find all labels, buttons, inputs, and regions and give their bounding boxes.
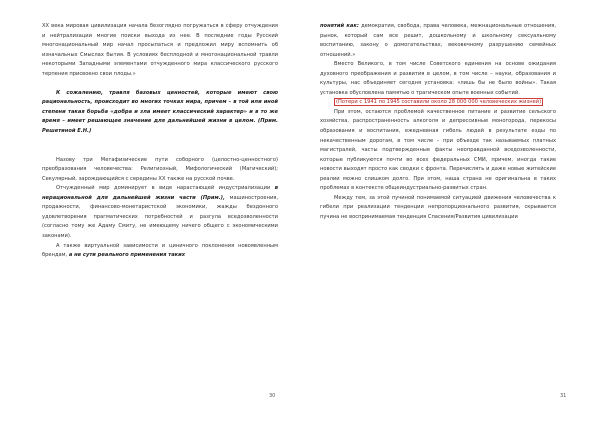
page-number-right: 31 [560, 393, 567, 399]
left-paragraph-5-start: А также виртуальной зависимости и циничного поклонения новоявленным брендам, [42, 242, 278, 259]
highlighted-losses-note: (Потери с 1941 по 1945 составили около 28 000 000 человеческих жизней) [336, 99, 542, 106]
right-paragraph-3: При этом, остаются проблемой качественное питание и развитие сельского хозяйства, распространенность алкоголя и депрессивные моногорода, перекосы образования и воспитания, ежедневная гибель людей в результате езды по некачественным дорогам, в том числе – при объезде так называемых платных магистралей, часты подтвержденные факты неоправданной вседозволенности, которые публикуются почти во всех федеральных СМИ, причем, иногда такие новости выходят просто как сводки с фронта. Перечислять и даже новые житейские реалии можно слишком долго. При этом, наша страна не оригинальна в таких проблемах в контексте общеиндустриально-развитых стран. [320, 108, 556, 192]
left-paragraph-4-bold: в нерациональной для дальнейшей жизни части (Прим.), [42, 185, 278, 201]
right-paragraph-1 [320, 22, 556, 60]
right-paragraph-2: Вместо Великого, в том числе Советского единения на основе ожидания духовного преображения и развития в целом, в том числе – науки, образования и культуры, нас объединяет сегодня установка: «лишь бы не было войны». Такая установка обусловлена памятью о трагическом опыте военных событий. [320, 61, 556, 96]
page-number-left: 30 [269, 393, 276, 399]
left-paragraph-4 [42, 184, 278, 241]
right-paragraph-1-rest: демократия, свобода, права человека, межнациональные отношения, рынок, который сам все решит, дошкольному и школьному сексуальному воспитанию, закону о домогательствах, вековечному разрушению семейных отношений.» [320, 23, 556, 58]
left-paragraph-3: Назову три Метафизические пути соборного (целостно-ценностного) преобразования человечества: Религиозный, Мифологический (Магический); Секулярный, зарождающийся с середины XX также на русской почве. [42, 156, 278, 182]
right-page-text [320, 22, 556, 222]
left-paragraph-2-bold: К сожалению, травля базовых ценностей, которые имеют свою рациональность, происходит во многих точках мира, причем – в той или иной степени такая борьба «добра и зла имеет классический характер» и в то же время – имеет решающее значение для дальнейшей жизни в целом. (Прим. Решетиной Е.Н.) [42, 89, 278, 135]
left-paragraph-4-end: машиностроения, продажности, финансово-монетаристской экономики, жажды бездонного удовлетворения прагматических потребностей и разгула вседозволенности (согласно тому же Адаму Смиту, не имеющему ничего общего с экономическими законами). [42, 194, 279, 240]
left-paragraph-4-start: Отчужденный мир доминирует в виде нарастающей индустриализации [56, 185, 271, 192]
highlight-box-wrapper [320, 98, 556, 108]
left-paragraph-1: XX века мировая цивилизация начала безоглядно погружаться в сферу отчуждения и нейтрализации многие поиски выхода из нее. В последние годы Русский многонациональный мир начал просыпаться и предложил миру вспомнить об изначальных Смыслах бытия. В условиях бесплодной и многонациональной травли некоторыми Западными элементами отчужденного мира классического русского терпения присвоено свои плоды.» [42, 23, 278, 77]
right-paragraph-4: Между тем, за этой пучиной понимаемой ситуацией движения человечества к гибели при реализации тенденции непропорционального развития, скрывается пучина не воспринимаемая тенденция Спасения/Развития цивилизации [320, 194, 556, 220]
left-page-text [42, 22, 278, 261]
left-paragraph-5-bold: а не сути реального применения таких [68, 252, 186, 259]
right-paragraph-1-bold: понятий как: [320, 23, 359, 29]
left-paragraph-5 [42, 242, 278, 261]
